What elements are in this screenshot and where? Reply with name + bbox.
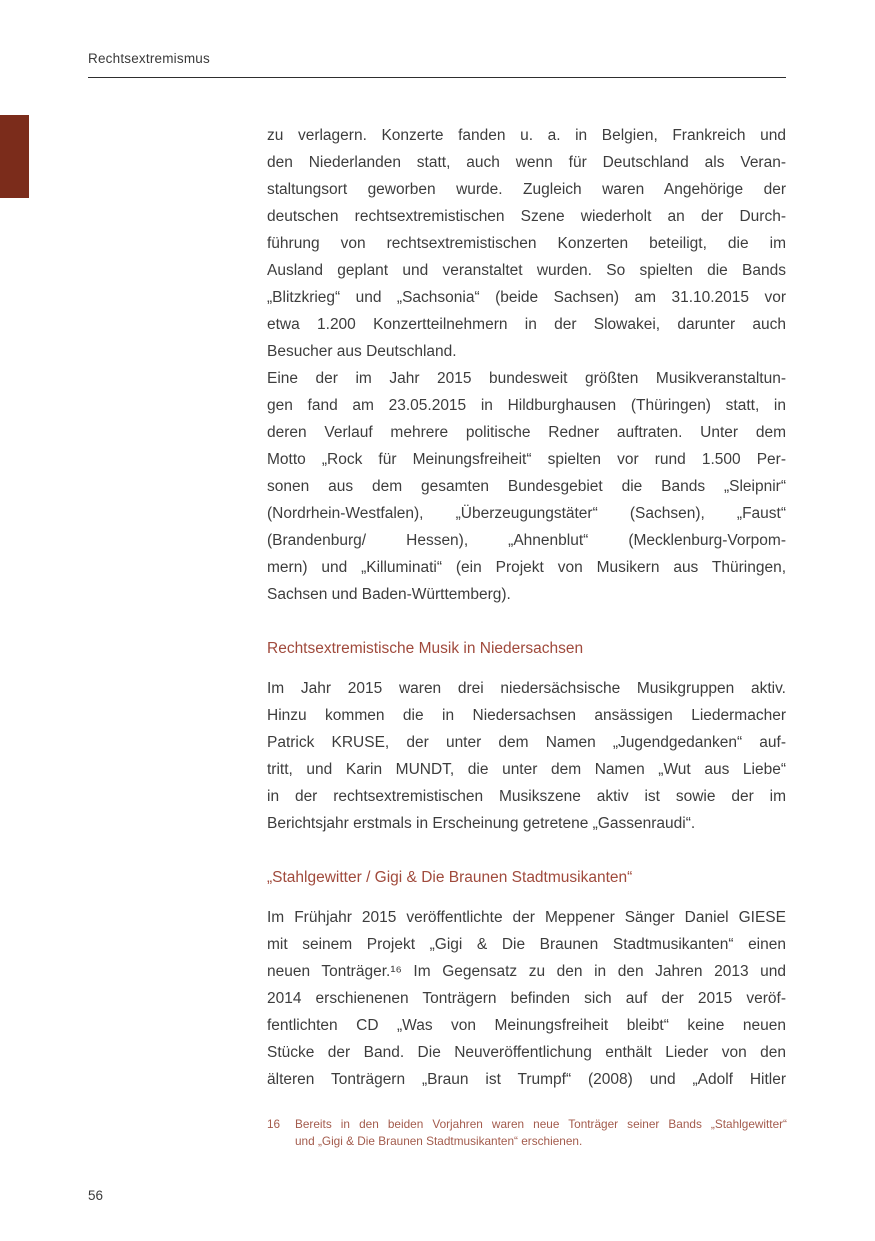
paragraph bbox=[267, 675, 786, 837]
footnote-text bbox=[295, 1116, 787, 1149]
text-line: und „Gigi & Die Braunen Stadtmusikanten“ erschienen. bbox=[295, 1133, 583, 1148]
text-line: Besucher aus Deutschland. bbox=[267, 343, 457, 360]
text-line: Im Frühjahr 2015 veröffentlichte der Meppener Sänger Daniel GIESE bbox=[267, 908, 786, 926]
section-heading-stahlgewitter: „Stahlgewitter / Gigi & Die Braunen Stadtmusikanten“ bbox=[267, 868, 633, 886]
paragraph bbox=[267, 122, 786, 365]
footnote-marker: 16 bbox=[267, 1117, 281, 1131]
text-line: zu verlagern. Konzerte fanden u. a. in Belgien, Frankreich und bbox=[267, 127, 786, 144]
running-header: Rechtsextremismus bbox=[88, 51, 210, 66]
body-column bbox=[267, 122, 786, 1093]
text-line: führung von rechtsextremistischen Konzerten beteiligt, die im bbox=[267, 235, 786, 252]
text-line: „Blitzkrieg“ und „Sachsonia“ (beide Sachsen) am 31.10.2015 vor bbox=[267, 289, 786, 306]
text-line: staltungsort geworben wurde. Zugleich waren Angehörige der bbox=[267, 181, 786, 198]
text-line: in der rechtsextremistischen Musikszene aktiv ist sowie der im bbox=[267, 787, 786, 805]
footnote bbox=[267, 1116, 787, 1149]
text-line: fentlichten CD „Was von Meinungsfreiheit bleibt“ keine neuen bbox=[267, 1016, 786, 1034]
page-number: 56 bbox=[88, 1188, 104, 1203]
text-line: Hinzu kommen die in Niedersachsen ansässigen Liedermacher bbox=[267, 706, 786, 724]
text-line: Bereits in den beiden Vorjahren waren neue Tonträger seiner Bands „Stahlgewitter“ bbox=[295, 1117, 787, 1131]
text-line: deutschen rechtsextremistischen Szene wiederholt an der Durch- bbox=[267, 208, 786, 225]
chapter-thumb-mark bbox=[0, 115, 29, 198]
text-line: Berichtsjahr erstmals in Erscheinung getretene „Gassenraudi“. bbox=[267, 814, 696, 832]
text-line: etwa 1.200 Konzertteilnehmern in der Slowakei, darunter auch bbox=[267, 316, 786, 333]
header-rule bbox=[88, 77, 786, 78]
text-line: Eine der im Jahr 2015 bundesweit größten Musikveranstaltun- bbox=[267, 370, 786, 387]
text-line: Motto „Rock für Meinungsfreiheit“ spielten vor rund 1.500 Per- bbox=[267, 451, 786, 468]
section-heading-niedersachsen: Rechtsextremistische Musik in Niedersachsen bbox=[267, 640, 584, 657]
text-line: tritt, und Karin MUNDT, die unter dem Namen „Wut aus Liebe“ bbox=[267, 760, 786, 778]
text-line: deren Verlauf mehrere politische Redner auftraten. Unter dem bbox=[267, 424, 786, 441]
text-line: mit seinem Projekt „Gigi & Die Braunen Stadtmusikanten“ einen bbox=[267, 935, 786, 953]
text-line: Stücke der Band. Die Neuveröffentlichung enthält Lieder von den bbox=[267, 1043, 786, 1061]
text-line: 2014 erschienenen Tonträgern befinden sich auf der 2015 veröf- bbox=[267, 989, 786, 1007]
paragraph bbox=[267, 904, 786, 1093]
text-line: Patrick KRUSE, der unter dem Namen „Jugendgedanken“ auf- bbox=[267, 733, 786, 751]
text-line: sonen aus dem gesamten Bundesgebiet die Bands „Sleipnir“ bbox=[267, 478, 786, 495]
text-line: älteren Tonträgern „Braun ist Trumpf“ (2008) und „Adolf Hitler bbox=[267, 1070, 786, 1088]
text-line: (Nordrhein-Westfalen), „Überzeugungstäter“ (Sachsen), „Faust“ bbox=[267, 505, 786, 522]
text-line: mern) und „Killuminati“ (ein Projekt von Musikern aus Thüringen, bbox=[267, 559, 786, 576]
text-line: (Brandenburg/ Hessen), „Ahnenblut“ (Mecklenburg-Vorpom- bbox=[267, 532, 786, 549]
text-line: Im Jahr 2015 waren drei niedersächsische Musikgruppen aktiv. bbox=[267, 679, 786, 697]
text-line: den Niederlanden statt, auch wenn für Deutschland als Veran- bbox=[267, 154, 786, 171]
text-line: gen fand am 23.05.2015 in Hildburghausen (Thüringen) statt, in bbox=[267, 397, 786, 414]
text-line: neuen Tonträger.¹⁶ Im Gegensatz zu den in den Jahren 2013 und bbox=[267, 962, 786, 980]
text-line: Ausland geplant und veranstaltet wurden. So spielten die Bands bbox=[267, 262, 786, 279]
text-line: Sachsen und Baden-Württemberg). bbox=[267, 586, 511, 603]
paragraph bbox=[267, 365, 786, 608]
